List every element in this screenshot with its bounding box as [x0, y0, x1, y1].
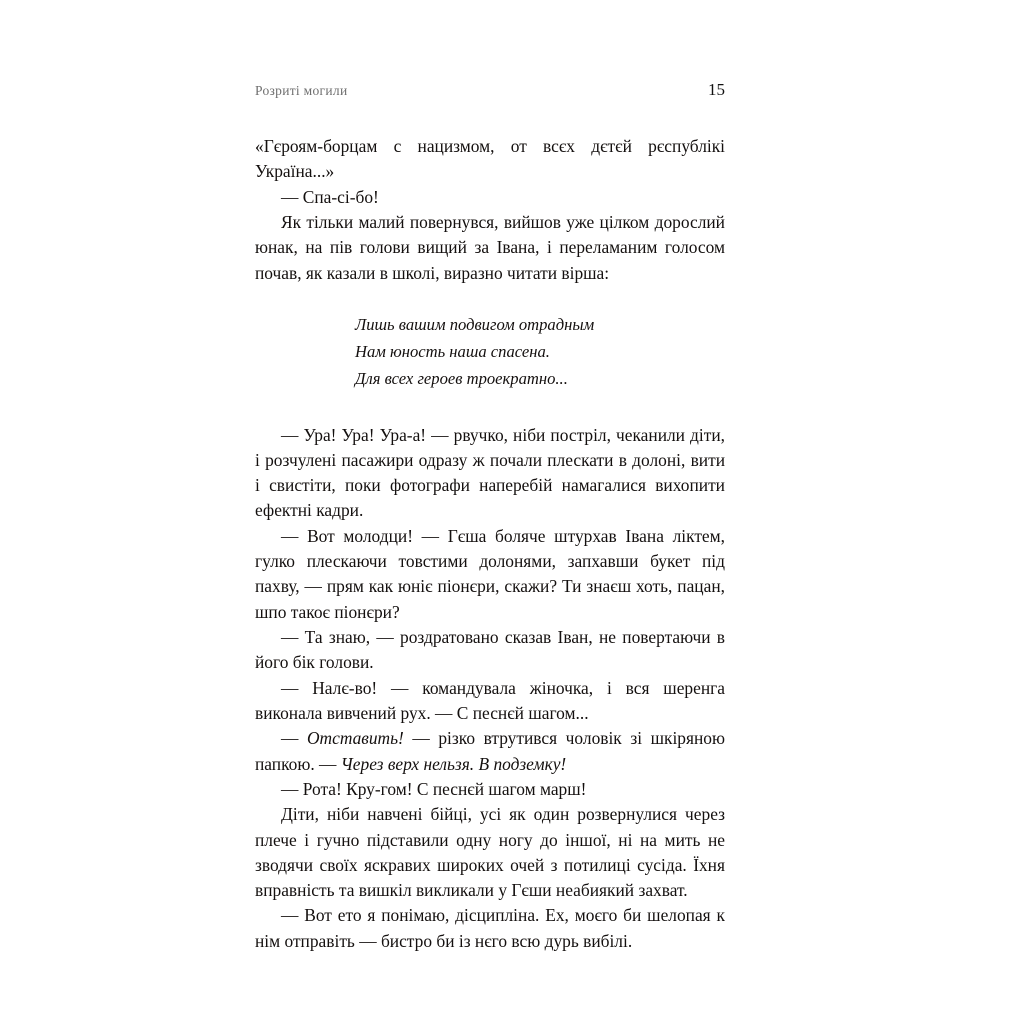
italic-phrase: Через верх нельзя. В подземку! — [340, 753, 567, 774]
page-content-column — [255, 80, 725, 954]
paragraph: — Та знаю, — роздратовано сказав Іван, не повертаючи в його бік голови. — [255, 627, 725, 673]
body-text — [255, 134, 725, 954]
paragraph: — Ура! Ура! Ура-а! — рвучко, ніби постріл, чеканили діти, і розчулені пасажири одразу ж почали плескати в долоні, вити і свистіти, поки фотографи наперебій намагалися вихопити ефектні кадри. — [255, 424, 725, 521]
verse-line: Нам юность наша спасена. — [355, 341, 550, 361]
paragraph-with-italics — [255, 726, 725, 777]
verse-line: Для всех героев троекратно... — [355, 368, 568, 388]
paragraph-middle: — різко втрутився чоловік зі шкіряною папкою. — — [255, 728, 725, 774]
verse-line: Лишь вашим подвигом отрадным — [355, 314, 595, 334]
verse-block — [255, 312, 725, 393]
paragraph: Діти, ніби навчені бійці, усі як один розвернулися через плече і гучно підставили одну ногу до іншої, ні на мить не зводячи своїх яскравих широких очей з потилиці сусіда. Їхня вправність та вишкіл викликали у Гєши неабиякий захват. — [255, 804, 725, 901]
paragraph: — Вот молодци! — Гєша боляче штурхав Івана ліктем, гулко плескаючи товстими долонями, запхавши букет під пахву, — прям как юніє піонєри, скажи? Ти знаєш хоть, пацан, шпо такоє піонєри? — [255, 525, 725, 622]
page-number: 15 — [708, 80, 725, 99]
dash-prefix: — — [281, 728, 307, 749]
paragraph: — Рота! Кру-гом! С песнєй шагом марш! — [281, 778, 587, 799]
paragraph: «Гєроям-борцам с нацизмом, от всєх дєтєй рєспублікі Україна...» — [255, 136, 725, 182]
running-head — [255, 80, 725, 100]
paragraph: Як тільки малий повернувся, вийшов уже цілком дорослий юнак, на пів голови вищий за Івана, і переламаним голосом почав, як казали в школі, виразно читати вірша: — [255, 211, 725, 283]
italic-phrase: Отставить! — [306, 728, 404, 749]
running-title: Розриті могили — [255, 83, 348, 98]
paragraph: — Налє-во! — командувала жіночка, і вся шеренга виконала вивчений рух. — С песнєй шагом... — [255, 677, 725, 723]
paragraph: — Вот ето я понімаю, дісципліна. Ех, моєго би шелопая к нім отправіть — бистро би із нєго всю дурь вибілі. — [255, 905, 725, 951]
paragraph: — Спа-сі-бо! — [281, 186, 379, 207]
